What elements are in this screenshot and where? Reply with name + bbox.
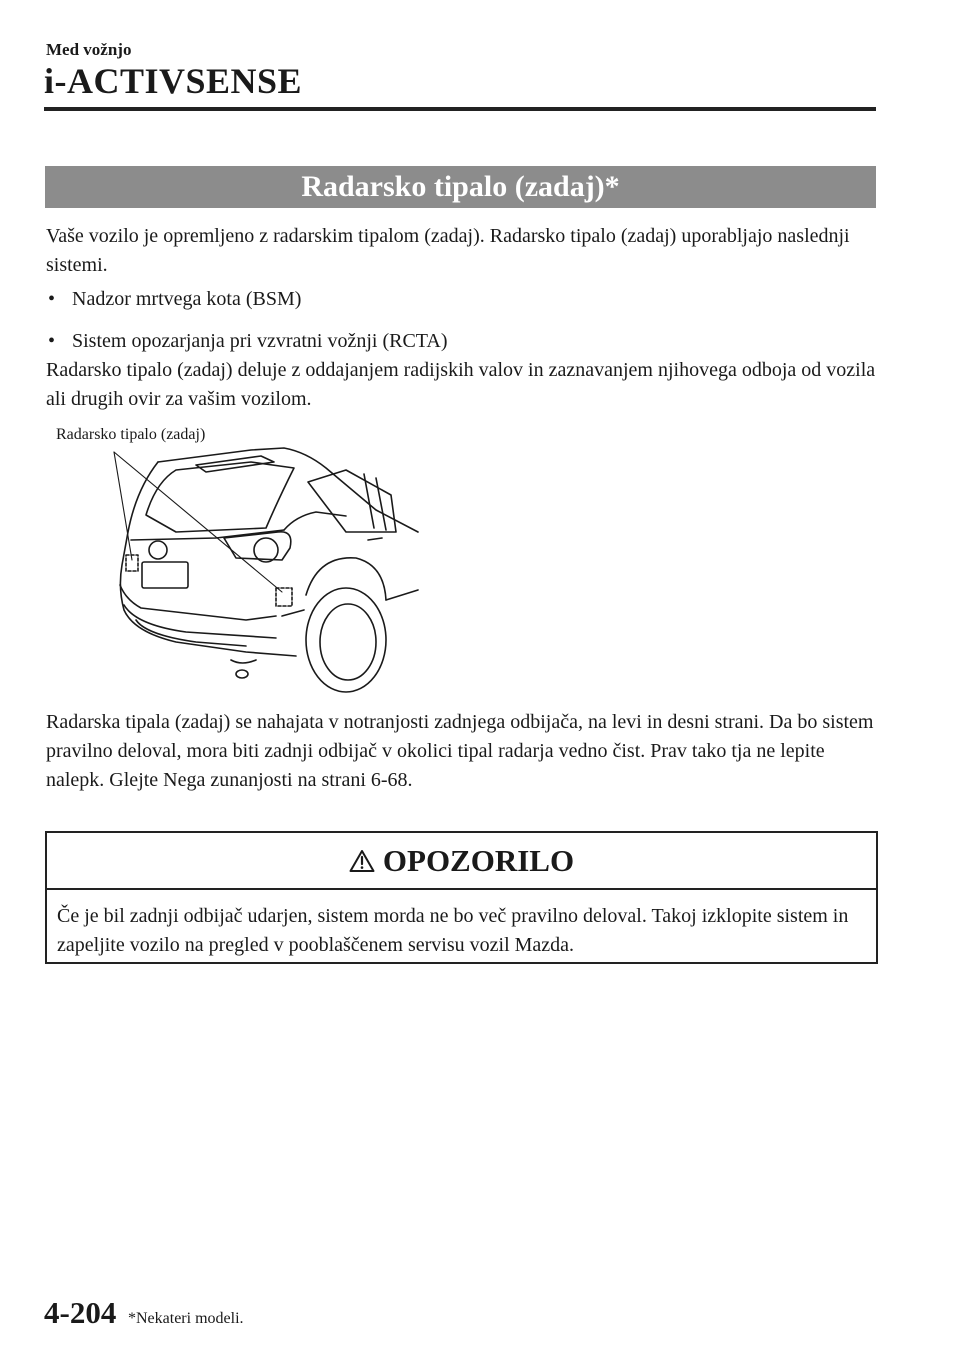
section-label: Med vožnjo [46,40,132,59]
chapter-divider [44,107,876,111]
list-item-text: Nadzor mrtvega kota (BSM) [72,288,302,310]
intro-paragraph: Vaše vozilo je opremljeno z radarskim tipalom (zadaj). Radarsko tipalo (zadaj) uporabljajo naslednji sistemi. [46,225,850,276]
list-item [46,327,876,356]
chapter-title: i-ACTIVSENSE [44,61,303,101]
warning-triangle-icon [349,849,375,873]
car-rear-illustration [46,420,426,695]
figure-label: Radarsko tipalo (zadaj) [56,426,206,443]
warning-text: Če je bil zadnji odbijač udarjen, sistem morda ne bo več pravilno deloval. Takoj izklopite sistem in zapeljite vozilo na pregled v pooblaščenem servisu vozil Mazda. [57,905,849,956]
footnote: *Nekateri modeli. [128,1310,244,1327]
description-paragraph: Radarsko tipalo (zadaj) deluje z oddajanjem radijskih valov in zaznavanjem njihovega odboja od vozila ali drugih ovir za vašim vozilom. [46,359,876,410]
bullet-icon: • [48,288,56,310]
warning-box [45,831,878,964]
page-number: 4-204 [44,1295,117,1330]
car-rear-drawing [46,420,426,695]
bullet-icon: • [48,330,56,352]
section-title: Radarsko tipalo (zadaj)* [45,166,876,208]
list-item-text: Sistem opozarjanja pri vzvratni vožnji (RCTA) [72,330,448,352]
list-item [46,285,876,314]
warning-header [47,833,876,890]
warning-title: OPOZORILO [382,842,575,878]
location-paragraph: Radarska tipala (zadaj) se nahajata v notranjosti zadnjega odbijača, na levi in desni strani. Da bo sistem pravilno deloval, mora biti zadnji odbijač v okolici tipal radarja vedno čist. Prav tako tja ne lepite nalepk. Glejte Nega zunanjosti na strani 6-68. [46,711,874,791]
